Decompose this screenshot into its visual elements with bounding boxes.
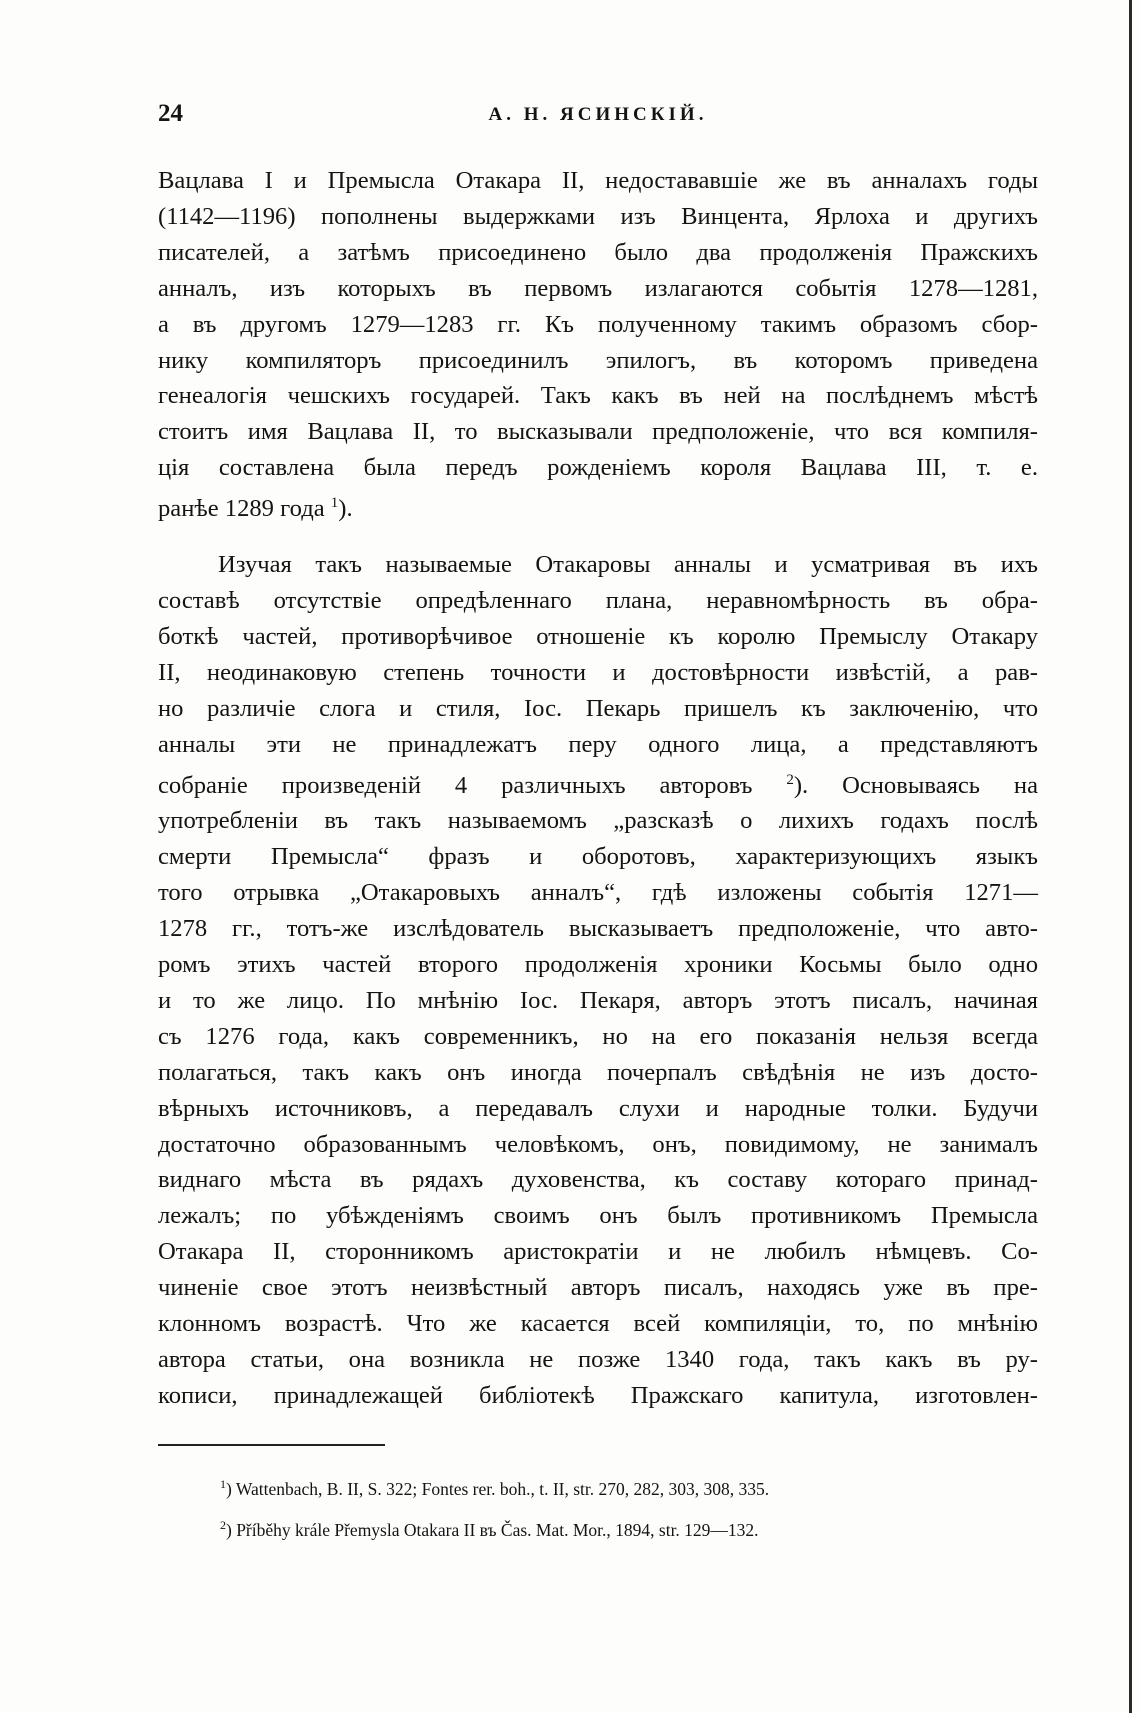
footnotes [220,1466,1040,1548]
body-text [158,163,1038,1414]
text-line: анналъ, изъ которыхъ въ первомъ излагаются событія 1278—1281, [158,274,1038,302]
text-line: писателей, а затѣмъ присоединено было два продолженія Пражскихъ [158,238,1038,266]
text-line: (1142—1196) пополнены выдержками изъ Винцента, Ярлоха и другихъ [158,202,1038,230]
text-line: достаточно образованнымъ человѣкомъ, онъ, повидимому, не занималъ [158,1130,1038,1158]
footnote-mark: 1 [220,1477,226,1491]
page-number: 24 [158,100,183,127]
text-line: анналы эти не принадлежатъ перу одного лица, а представляютъ [158,730,1038,758]
paragraph-gap [158,527,1038,547]
text-line: Вацлава I и Премысла Отакара II, недостававшіе же въ анналахъ годы [158,167,1038,194]
page-header [158,100,1038,140]
text-line: Изучая такъ называемые Отакаровы анналы и усматривая въ ихъ [218,551,1038,579]
text-line: полагаться, такъ какъ онъ иногда почерпалъ свѣдѣнія не изъ досто- [158,1058,1038,1086]
text-line: смерти Премысла“ фразъ и оборотовъ, характеризующихъ языкъ [158,843,1038,871]
text-line: 1278 гг., тотъ-же изслѣдователь высказываетъ предположеніе, что авто- [158,915,1038,943]
text-line: ромъ этихъ частей второго продолженія хроники Косьмы было одно [158,951,1038,979]
text-line [158,486,1038,527]
text-line: II, неодинаковую степень точности и достовѣрности извѣстій, а рав- [158,658,1038,686]
footnote-separator [158,1444,385,1446]
text-line: Отакара II, сторонникомъ аристократіи и не любилъ нѣмцевъ. Со- [158,1238,1038,1266]
text-line: составѣ отсутствіе опредѣленнаго плана, неравномѣрность въ обра- [158,586,1038,614]
text-fragment: ). [338,495,353,523]
text-line: нику компиляторъ присоединилъ эпилогъ, въ которомъ приведена [158,346,1038,374]
text-line: стоитъ имя Вацлава II, то высказывали предположеніе, что вся компиля- [158,418,1038,446]
text-fragment: собраніе произведеній 4 различныхъ авторовъ [158,771,753,799]
running-title: А. Н. ЯСИНСКІЙ. [488,104,708,125]
text-line: того отрывка „Отакаровыхъ анналъ“, гдѣ изложены событія 1271— [158,879,1038,907]
footnote-ref-2: 2 [786,771,794,788]
text-line: но различіе слога и стиля, Іос. Пекарь пришелъ къ заключенію, что [158,694,1038,722]
footnote-text: Příběhy krále Přemysla Otakara II въ Čas. Mat. Mor., 1894, str. 129—132. [236,1520,759,1540]
text-line: клонномъ возрастѣ. Что же касается всей компиляціи, то, по мнѣнію [158,1310,1038,1338]
footnote-mark: 2 [220,1518,226,1532]
text-line: съ 1276 года, какъ современникъ, но на его показанія нельзя всегда [158,1022,1038,1050]
text-line: и то же лицо. По мнѣнію Іос. Пекаря, авторъ этотъ писалъ, начиная [158,986,1038,1014]
text-line: чиненіе свое этотъ неизвѣстный авторъ писалъ, находясь уже въ пре- [158,1274,1038,1302]
text-line: вѣрныхъ источниковъ, а передавалъ слухи и народные толки. Будучи [158,1094,1038,1122]
text-line: виднаго мѣста въ рядахъ духовенства, къ составу котораго принад- [158,1166,1038,1194]
text-line: ція составлена была передъ рожденіемъ короля Вацлава III, т. е. [158,454,1038,482]
text-line: автора статьи, она возникла не позже 1340 года, такъ какъ въ ру- [158,1346,1038,1373]
page-edge-line [1129,0,1132,1713]
text-line: кописи, принадлежащей библіотекѣ Пражскаго капитула, изготовлен- [158,1381,1038,1409]
paragraph-2 [158,547,1038,1414]
text-line: генеалогія чешскихъ государей. Такъ какъ въ ней на послѣднемъ мѣстѣ [158,382,1038,410]
text-fragment: ранѣе 1289 года [158,495,325,523]
text-line: лежалъ; по убѣжденіямъ своимъ онъ былъ противникомъ Премысла [158,1202,1038,1230]
text-fragment: ). Основываясь на [793,771,1038,799]
text-line: а въ другомъ 1279—1283 гг. Къ полученному такимъ образомъ сбор- [158,310,1038,338]
footnote-text: Wattenbach, B. II, S. 322; Fontes rer. boh., t. II, str. 270, 282, 303, 308, 335. [235,1479,770,1499]
text-line: боткѣ частей, противорѣчивое отношеніе къ королю Премыслу Отакару [158,622,1038,650]
text-line [158,763,1038,804]
footnote-1: $^1$) Wattenbach, B. II, S. 322; Fontes rer. boh., t. II, str. 270, 282, 303, 308, 335. [220,1477,770,1499]
footnote-2: $^2$) Příběhy krále Přemysla Otakara II въ Čas. Mat. Mor., 1894, str. 129—132. [220,1518,759,1540]
paragraph-1 [158,163,1038,527]
text-line: употребленіи въ такъ называемомъ „разсказѣ о лихихъ годахъ послѣ [158,807,1038,835]
footnote-ref-1: 1 [330,495,339,512]
